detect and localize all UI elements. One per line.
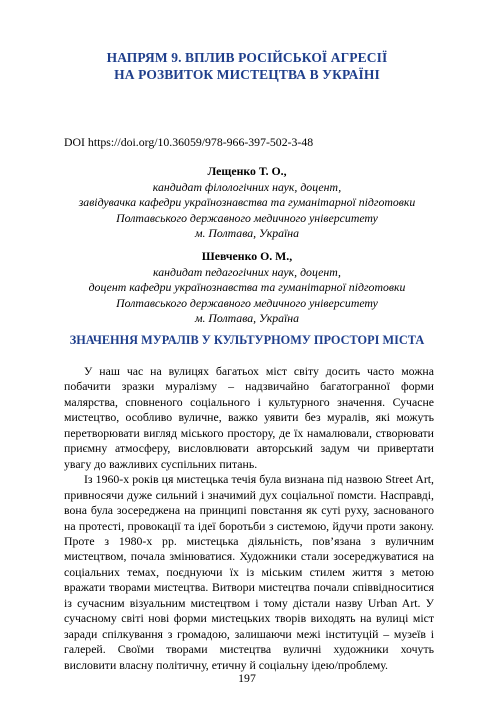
author-name: Лещенко Т. О., — [207, 164, 287, 178]
doi-link[interactable]: DOI https://doi.org/10.36059/978-966-397-502-3-48 — [64, 135, 314, 149]
author-university: Полтавського державного медичного університету — [116, 295, 378, 310]
author-position: доцент кафедри українознавства та гуманітарної підготовки — [88, 280, 406, 295]
body-paragraph-1: У наш час на вулицях багатьох міст світу досить часто можна побачити зразки муралізму – надзвичайно багатогранної форми малярства, сповненого соціального і культурного значення. Сучасне мистецтво, особливо вуличне, важко уявити без муралів, які можуть перетворювати вигляд міського простору, де їх намалювали, створювати приємну атмосферу, висловлювати авторський задум чи привертати увагу до важливих суспільних питань. — [64, 364, 434, 471]
section-heading-line-2: НА РОЗВИТОК МИСТЕЦТВА В УКРАЇНІ — [114, 67, 380, 82]
section-heading — [60, 49, 434, 83]
author-degree: кандидат філологічних наук, доцент, — [152, 179, 342, 194]
article-body — [64, 364, 434, 673]
author-block-2 — [60, 249, 434, 327]
author-block-1 — [60, 164, 434, 242]
article-title: ЗНАЧЕННЯ МУРАЛІВ У КУЛЬТУРНОМУ ПРОСТОРІ МІСТА — [69, 333, 425, 347]
section-heading-line-1: НАПРЯМ 9. ВПЛИВ РОСІЙСЬКОЇ АГРЕСІЇ — [106, 50, 388, 65]
author-position: завідувачка кафедри українознавства та гуманітарної підготовки — [78, 195, 416, 210]
author-degree: кандидат педагогічних наук, доцент, — [153, 264, 341, 279]
author-university: Полтавського державного медичного університету — [116, 210, 378, 225]
author-city: м. Полтава, Україна — [194, 226, 300, 241]
author-city: м. Полтава, Україна — [194, 311, 300, 326]
author-name: Шевченко О. М., — [201, 249, 293, 263]
page-number: 197 — [238, 671, 256, 685]
body-paragraph-2: Із 1960-х років ця мистецька течія була визнана під назвою Street Art, привносячи дуже сильний і значимий дух соціальної помсти. Насправді, вона була зосереджена на принципі повстання як суті руху, заснованого на протесті, провокації та ідеї боротьби з системою, йдучи проти закону. Проте з 1980-х рр. мистецька діяльність, пов’язана з вуличним мистецтвом, почала змінюватися. Художники стали зосереджуватися на соціальних темах, поєднуючи їх із міським стилем життя з метою вражати творами мистецтва. Витвори мистецтва почали співвідноситися із сучасним візуальним мистецтвом і тому дістали назву Urban Art. У сучасному світі нові форми мистецьких творів виходять на вулиці міст заради спілкування з громадою, залишаючи межі інституцій – музеїв і галерей. Своїми творами мистецтва вуличні художники хочуть висловити власну політичну, етичну й соціальну ідею/проблему. — [64, 472, 434, 672]
